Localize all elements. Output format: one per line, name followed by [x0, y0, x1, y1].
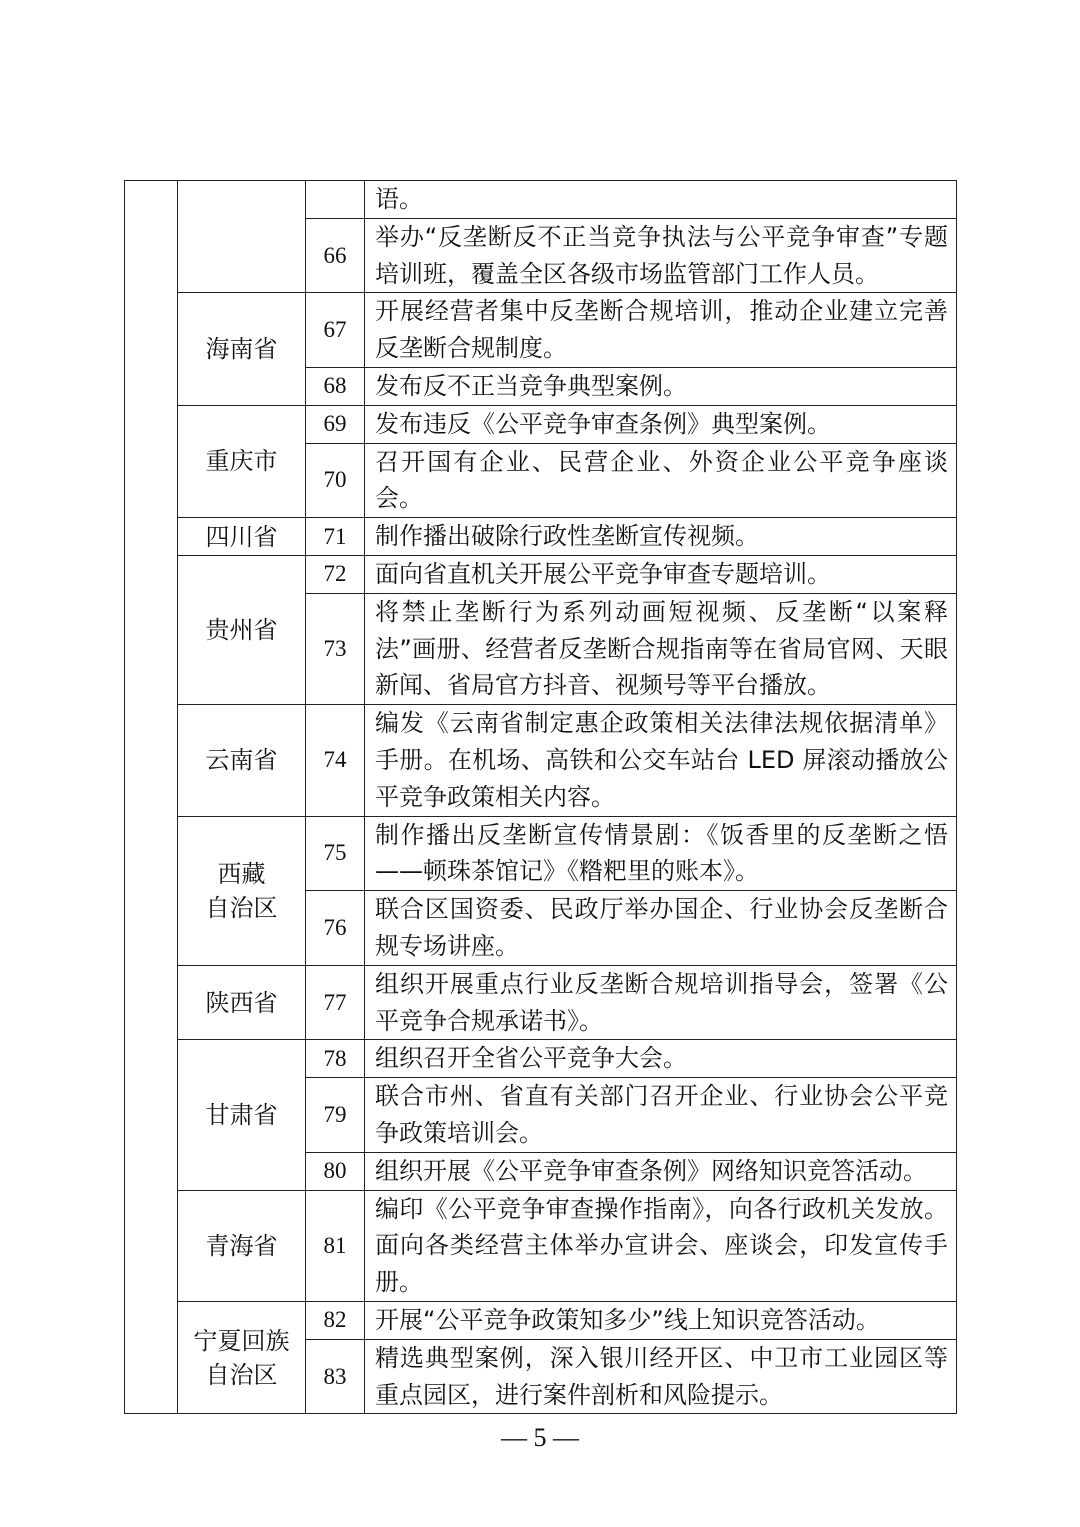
item-text: 制作播出破除行政性垄断宣传视频。 [365, 518, 957, 556]
item-number: 81 [306, 1190, 365, 1301]
province-line: 自治区 [205, 893, 278, 922]
province-cell: 重庆市 [178, 405, 306, 517]
item-number: 67 [306, 293, 365, 368]
table-row [125, 705, 957, 816]
item-number: 83 [306, 1339, 365, 1414]
item-number: 82 [306, 1301, 365, 1339]
item-text: 语。 [365, 181, 957, 219]
item-number: 73 [306, 593, 365, 704]
item-text: 制作播出反垄断宣传情景剧：《饭香里的反垄断之悟——顿珠茶馆记》《糌粑里的账本》。 [365, 816, 957, 891]
table-row [125, 518, 957, 556]
table-row [125, 405, 957, 443]
table-row [125, 1190, 957, 1301]
item-text: 召开国有企业、民营企业、外资企业公平竞争座谈会。 [365, 443, 957, 518]
item-number: 77 [306, 965, 365, 1040]
province-cell: 陕西省 [178, 965, 306, 1040]
item-number: 75 [306, 816, 365, 891]
item-number: 74 [306, 705, 365, 816]
item-text: 发布反不正当竞争典型案例。 [365, 367, 957, 405]
item-text: 联合区国资委、民政厅举办国企、行业协会反垄断合规专场讲座。 [365, 891, 957, 966]
item-text: 组织召开全省公平竞争大会。 [365, 1040, 957, 1078]
item-text: 开展经营者集中反垄断合规培训，推动企业建立完善反垄断合规制度。 [365, 293, 957, 368]
province-line: 西藏 [217, 859, 266, 888]
item-number: 68 [306, 367, 365, 405]
table-row [125, 965, 957, 1040]
item-text: 发布违反《公平竞争审查条例》典型案例。 [365, 405, 957, 443]
table-row [125, 293, 957, 368]
page-number: — 5 — [501, 1423, 579, 1452]
item-number: 72 [306, 555, 365, 593]
item-text: 开展“公平竞争政策知多少”线上知识竞答活动。 [365, 1301, 957, 1339]
item-text: 举办“反垄断反不正当竞争执法与公平竞争审查”专题培训班，覆盖全区各级市场监管部门工作人员。 [365, 218, 957, 293]
province-cell [178, 816, 306, 965]
item-text: 编印《公平竞争审查操作指南》，向各行政机关发放。面向各类经营主体举办宣讲会、座谈会，印发宣传手册。 [365, 1190, 957, 1301]
item-number: 69 [306, 405, 365, 443]
item-text: 组织开展重点行业反垄断合规培训指导会，签署《公平竞争合规承诺书》。 [365, 965, 957, 1040]
item-number: 79 [306, 1078, 365, 1153]
item-number: 78 [306, 1040, 365, 1078]
province-cell: 贵州省 [178, 555, 306, 704]
table-row [125, 181, 957, 219]
item-text: 将禁止垄断行为系列动画短视频、反垄断“以案释法”画册、经营者反垄断合规指南等在省局官网、天眼新闻、省局官方抖音、视频号等平台播放。 [365, 593, 957, 704]
item-text: 面向省直机关开展公平竞争审查专题培训。 [365, 555, 957, 593]
province-cell: 海南省 [178, 293, 306, 405]
item-number: 70 [306, 443, 365, 518]
table-row [125, 1040, 957, 1078]
item-text: 组织开展《公平竞争审查条例》网络知识竞答活动。 [365, 1152, 957, 1190]
province-cell [178, 1301, 306, 1413]
province-cell: 青海省 [178, 1190, 306, 1301]
table-row [125, 555, 957, 593]
province-line: 宁夏回族 [193, 1326, 290, 1355]
province-cell: 四川省 [178, 518, 306, 556]
item-number: 80 [306, 1152, 365, 1190]
province-cell: 甘肃省 [178, 1040, 306, 1190]
item-text: 精选典型案例，深入银川经开区、中卫市工业园区等重点园区，进行案件剖析和风险提示。 [365, 1339, 957, 1414]
measures-table [124, 180, 957, 1414]
table-row [125, 1301, 957, 1339]
province-cell [178, 181, 306, 293]
item-number [306, 181, 365, 219]
table-row [125, 816, 957, 891]
item-text: 编发《云南省制定惠企政策相关法律法规依据清单》手册。在机场、高铁和公交车站台 LED 屏滚动播放公平竞争政策相关内容。 [365, 705, 957, 816]
item-number: 66 [306, 218, 365, 293]
item-text: 联合市州、省直有关部门召开企业、行业协会公平竞争政策培训会。 [365, 1078, 957, 1153]
item-number: 71 [306, 518, 365, 556]
province-line: 自治区 [205, 1360, 278, 1389]
province-cell: 云南省 [178, 705, 306, 816]
category-cell [125, 181, 178, 1414]
item-number: 76 [306, 891, 365, 966]
